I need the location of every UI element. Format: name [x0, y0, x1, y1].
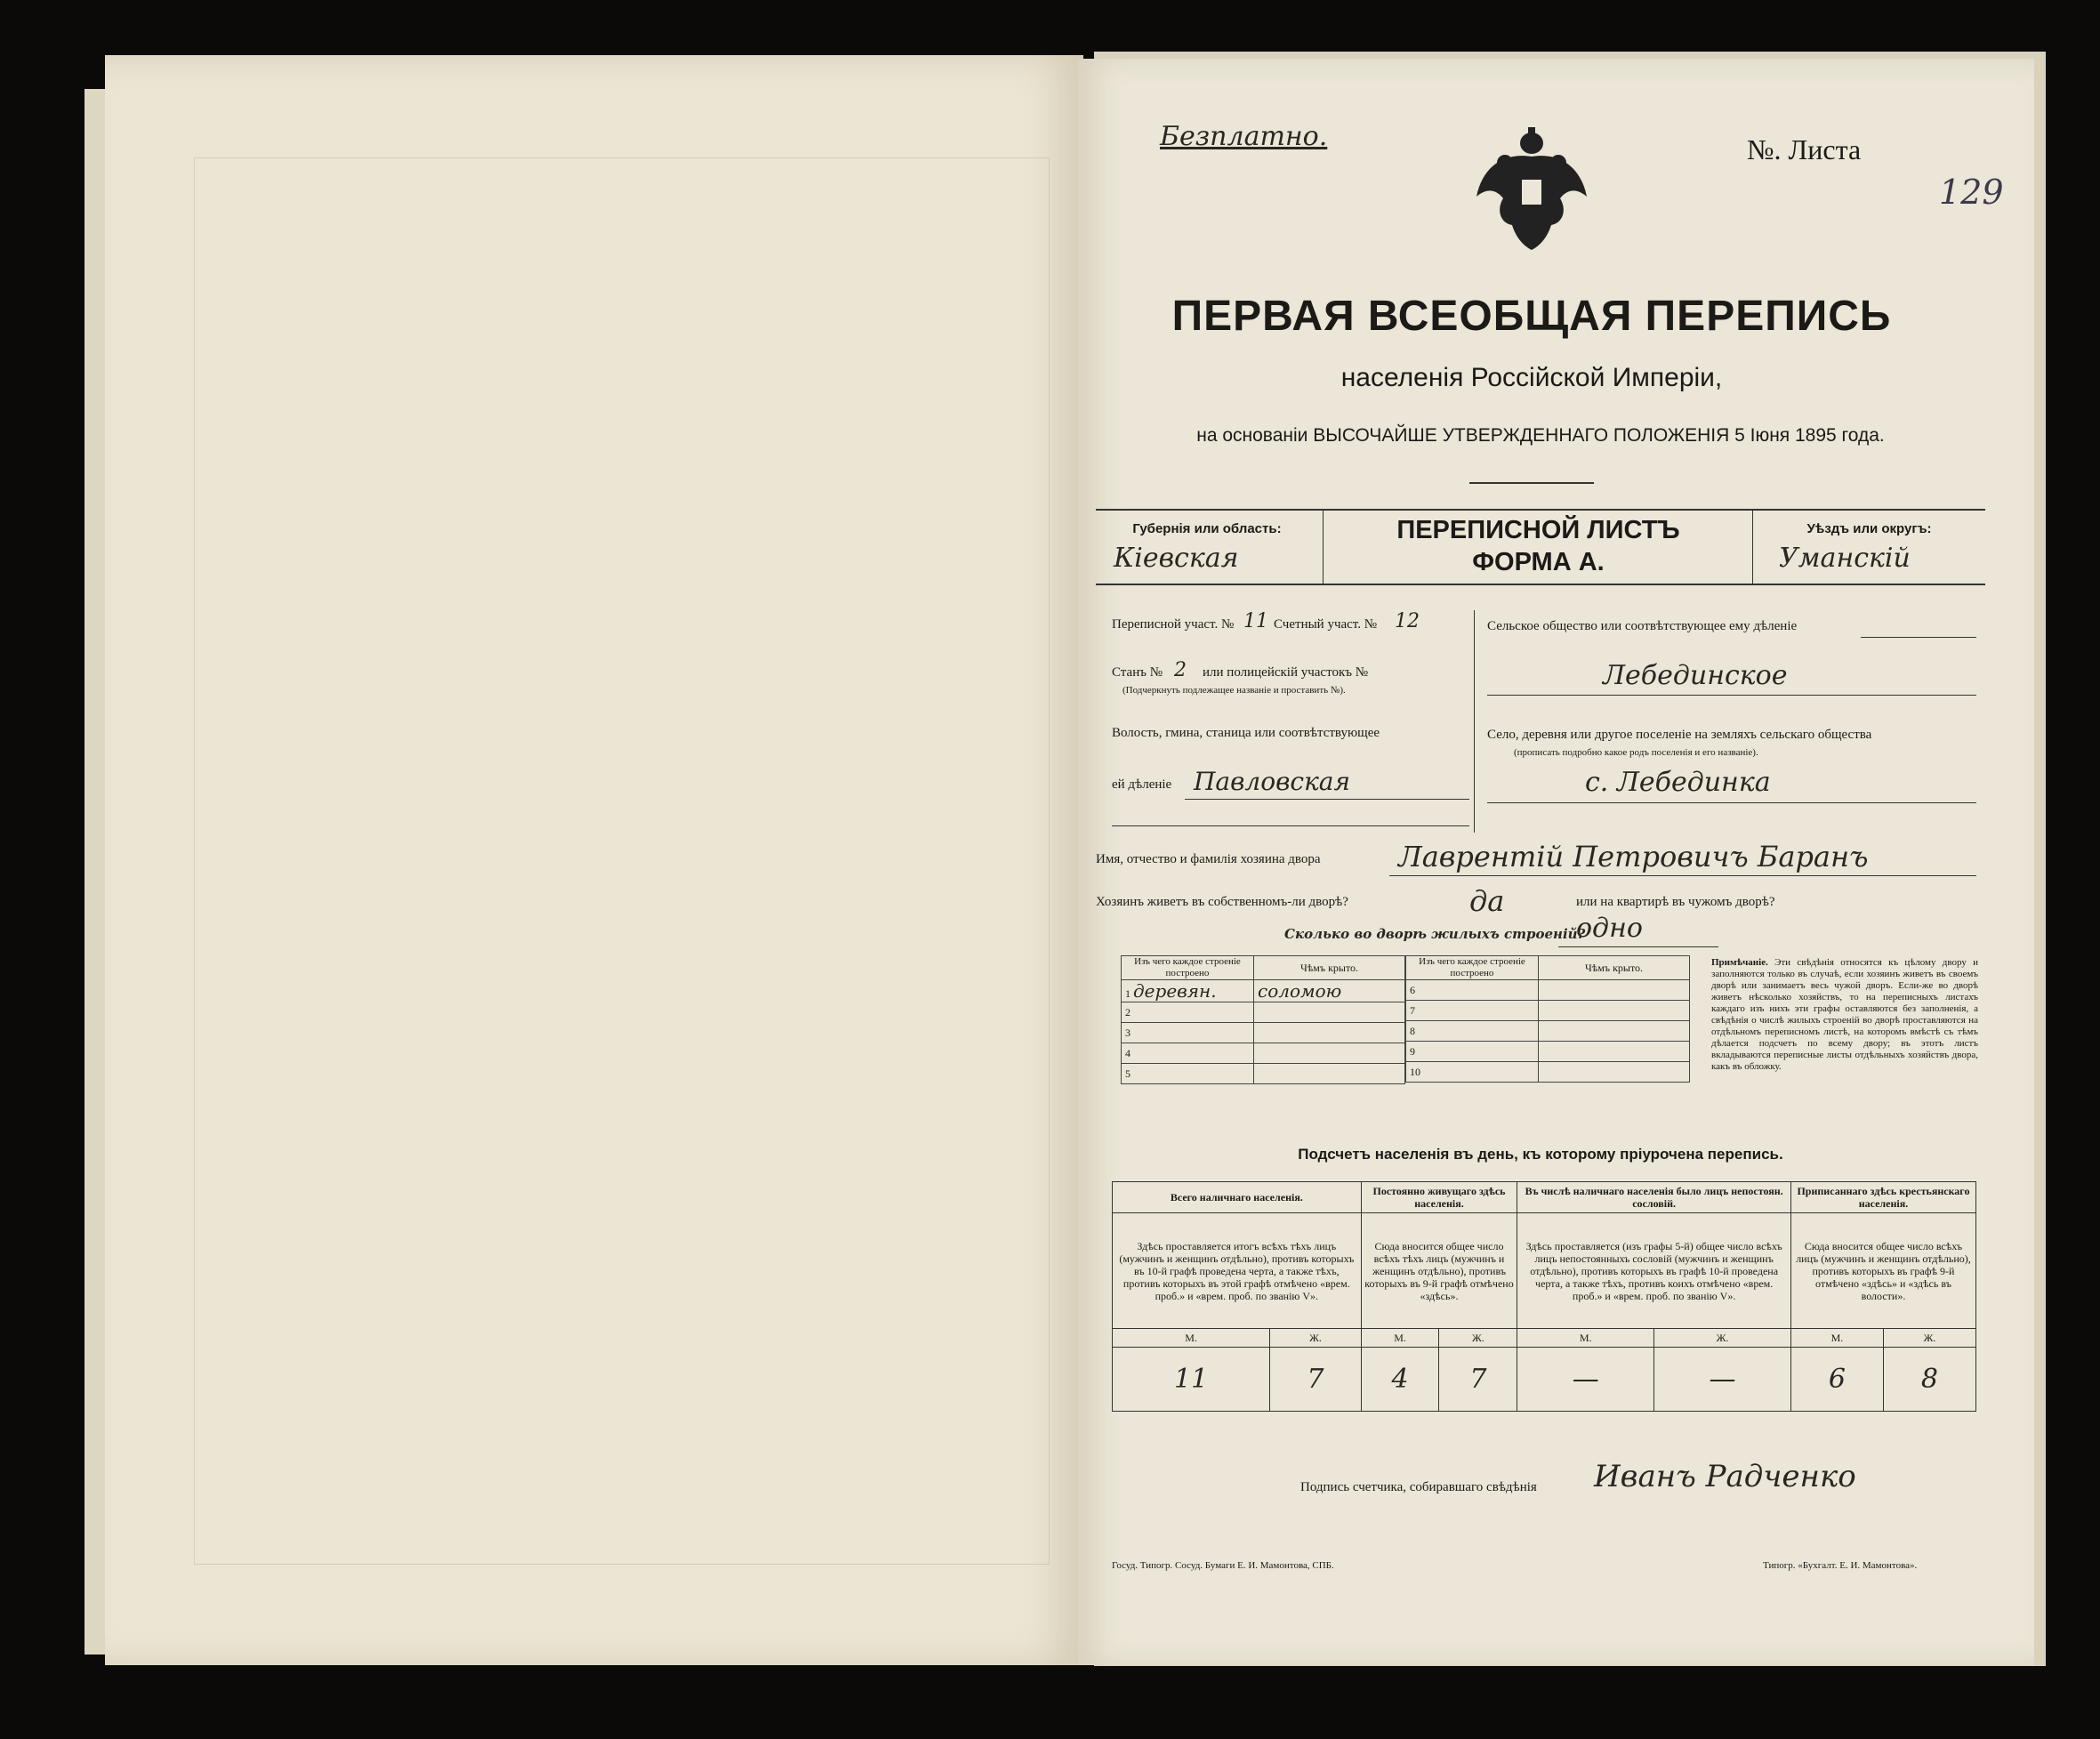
sex-f-label: Ж. [1439, 1329, 1517, 1348]
village-label: Село, деревня или другое поселеніе на земляхъ сельскаго общества [1487, 728, 1872, 742]
buildings-table-right [1405, 955, 1690, 1083]
district-label: Уѣздъ или округъ: [1806, 521, 1932, 536]
police-label: или полицейскій участокъ № [1203, 665, 1369, 680]
count-col-head-4: Приписаннаго здѣсь крестьянскаго населенія. [1790, 1182, 1975, 1213]
society-value: Лебединское [1603, 660, 1788, 691]
form-header-box [1096, 509, 1985, 585]
form-title-1: ПЕРЕПИСНОЙ ЛИСТЪ [1396, 516, 1680, 544]
owner-value: Лаврентій Петровичъ Баранъ [1398, 840, 1869, 874]
count-value: — [1517, 1348, 1654, 1412]
sheet-number-label: №. Листа [1747, 133, 1862, 165]
field-divider [1474, 610, 1475, 833]
imperial-eagle-icon [1469, 125, 1594, 259]
col-roof-b: Чѣмъ крыто. [1539, 956, 1690, 980]
volost-value: Павловская [1194, 767, 1351, 796]
stan-value: 2 [1174, 659, 1187, 681]
own-house-label: Хозяинъ живетъ въ собственномъ-ли дворѣ? [1096, 895, 1348, 909]
left-page [105, 55, 1083, 1665]
census-section-value: 11 [1243, 610, 1268, 632]
province-value: Кіевская [1114, 543, 1239, 574]
table-row: 4 [1122, 1043, 1254, 1064]
ornament-divider [1469, 482, 1594, 484]
buildings-label: Сколько во дворѣ жилыхъ строеній? [1284, 926, 1586, 942]
count-value: 4 [1361, 1348, 1439, 1412]
province-label: Губернія или область: [1132, 521, 1282, 536]
printer-left: Госуд. Типогр. Сосуд. Бумаги Е. И. Мамонтова, СПБ. [1112, 1560, 1334, 1571]
count-value: — [1654, 1348, 1791, 1412]
rent-label: или на квартирѣ въ чужомъ дворѣ? [1576, 895, 1775, 909]
volost-label-1: Волость, гмина, станица или соотвѣтствующее [1112, 726, 1380, 740]
table-row: 5 [1122, 1064, 1254, 1084]
sheet-number-value: 129 [1939, 173, 2004, 212]
owner-label: Имя, отчество и фамилія хозяина двора [1096, 852, 1321, 866]
count-col-desc-1: Здѣсь проставляется итогъ всѣхъ тѣхъ лицъ (мужчинъ и женщинъ отдѣльно), противъ которыхъ въ 10-й графѣ проведена черта, а также тѣхъ, противъ которыхъ въ этой графѣ отмѣчено «врем. проб.» и «врем. проб. по званію V». [1113, 1213, 1362, 1329]
count-value: 7 [1270, 1348, 1361, 1412]
count-col-desc-4: Сюда вносится общее число всѣхъ лицъ (мужчинъ и женщинъ отдѣльно), противъ которыхъ въ графѣ 9-й отмѣчено «здѣсь» и «здѣсь въ волости». [1790, 1213, 1975, 1329]
sex-f-label: Ж. [1654, 1329, 1791, 1348]
count-value: 7 [1439, 1348, 1517, 1412]
table-row: 7 [1406, 1001, 1539, 1021]
col-roof-a: Чѣмъ крыто. [1254, 956, 1405, 980]
left-page-faint-border [194, 157, 1050, 1565]
table-row: 8 [1406, 1021, 1539, 1042]
col-what-a: Изъ чего каждое строеніе построено [1122, 956, 1254, 980]
count-value: 8 [1883, 1348, 1975, 1412]
table-row: 9 [1406, 1042, 1539, 1062]
volost-label-2: ей дѣленіе [1112, 777, 1172, 792]
count-section-label: Счетный участ. № [1274, 617, 1378, 632]
buildings-table-left: Изъ чего каждое строеніе построено Чѣмъ крыто. 1 деревян. соломою 2 3 4 5 [1121, 955, 1405, 1084]
note-block [1711, 957, 1978, 1073]
sex-m-label: М. [1361, 1329, 1439, 1348]
count-title: Подсчетъ населенія въ день, къ которому пріурочена перепись. [1298, 1146, 1783, 1163]
count-section-value: 12 [1395, 610, 1420, 632]
signature-value: Иванъ Радченко [1594, 1459, 1856, 1494]
police-note: (Подчеркнуть подлежащее названіе и проставить №). [1122, 685, 1346, 696]
note-title: Примѣчаніе. [1711, 957, 1768, 968]
count-col-head-3: Въ числѣ наличнаго населенія было лицъ непостоян. сословій. [1517, 1182, 1791, 1213]
district-value: Уманскій [1779, 543, 1911, 574]
count-col-desc-2: Сюда вносится общее число всѣхъ тѣхъ лицъ (мужчинъ и женщинъ отдѣльно), противъ которыхъ въ 9-й графѣ отмѣчено «здѣсь». [1361, 1213, 1517, 1329]
sex-f-label: Ж. [1270, 1329, 1361, 1348]
count-col-head-1: Всего наличнаго населенія. [1113, 1182, 1362, 1213]
village-note: (прописать подробно какое родъ поселенія и его названіе). [1514, 747, 1758, 758]
count-col-desc-3: Здѣсь проставляется (изъ графы 5-й) общее число всѣхъ лицъ непостоянныхъ сословій (мужчинъ и женщинъ отдѣльно), противъ которыхъ въ графѣ 10-й проведена черта, а также тѣхъ, противъ коихъ отмѣчено «врем. проб.» и «врем. проб. по званію V». [1517, 1213, 1791, 1329]
table-row: 3 [1122, 1023, 1254, 1043]
village-value: с. Лебединка [1585, 767, 1771, 798]
census-section-label: Переписной участ. № [1112, 617, 1235, 632]
sex-m-label: М. [1113, 1329, 1270, 1348]
census-form-page [1078, 59, 2034, 1665]
table-row: 10 [1406, 1062, 1539, 1083]
sex-m-label: М. [1790, 1329, 1883, 1348]
society-label: Сельское общество или соотвѣтствующее ему дѣленіе [1487, 619, 1798, 633]
col-what-b: Изъ чего каждое строеніе построено [1406, 956, 1539, 980]
census-title: ПЕРВАЯ ВСЕОБЩАЯ ПЕРЕПИСЬ [1171, 293, 1892, 340]
own-house-value: да [1469, 884, 1505, 918]
sex-f-label: Ж. [1883, 1329, 1975, 1348]
population-count-table [1112, 1181, 1976, 1412]
form-title-2: ФОРМА А. [1472, 548, 1605, 576]
sex-m-label: М. [1517, 1329, 1654, 1348]
buildings-value: одно [1576, 913, 1643, 944]
printer-right: Типогр. «Бухгалт. Е. И. Мамонтова». [1763, 1560, 1918, 1571]
count-col-head-2: Постоянно живущаго здѣсь населенія. [1361, 1182, 1517, 1213]
census-basis: на основаніи ВЫСОЧАЙШЕ УТВЕРЖДЕННАГО ПОЛОЖЕНІЯ 5 Іюня 1895 года. [1196, 425, 1885, 446]
table-row: 1 деревян. [1122, 980, 1254, 1002]
note-text: Эти свѣдѣнія относятся къ цѣлому двору и заполняются только въ случаѣ, если хозяинъ живетъ въ своемъ дворѣ или занимаетъ весь чужой дворъ. Если-же во дворѣ живетъ нѣсколько хозяйствъ, то на переписныхъ листахъ каждаго изъ нихъ эти графы оставляются без заполненія, а свѣдѣнія о числѣ жилыхъ строеній во дворѣ проставляются на отдѣльномъ переписномъ листѣ, на которомъ вмѣстѣ съ тѣмъ дѣлается подсчетъ по всему двору; въ этотъ листъ вкладываются переписные листы отдѣльныхъ хозяйствъ двора, какъ въ обложку. [1711, 957, 1978, 1072]
stan-label: Станъ № [1112, 665, 1163, 680]
count-value: 6 [1790, 1348, 1883, 1412]
free-label: Безплатно. [1160, 121, 1328, 152]
census-subtitle: населенія Россійской Имперіи, [1340, 363, 1723, 392]
count-value: 11 [1113, 1348, 1270, 1412]
signature-label: Подпись счетчика, собиравшаго свѣдѣнія [1300, 1480, 1537, 1494]
table-row: 6 [1406, 980, 1539, 1001]
table-row: 2 [1122, 1002, 1254, 1023]
